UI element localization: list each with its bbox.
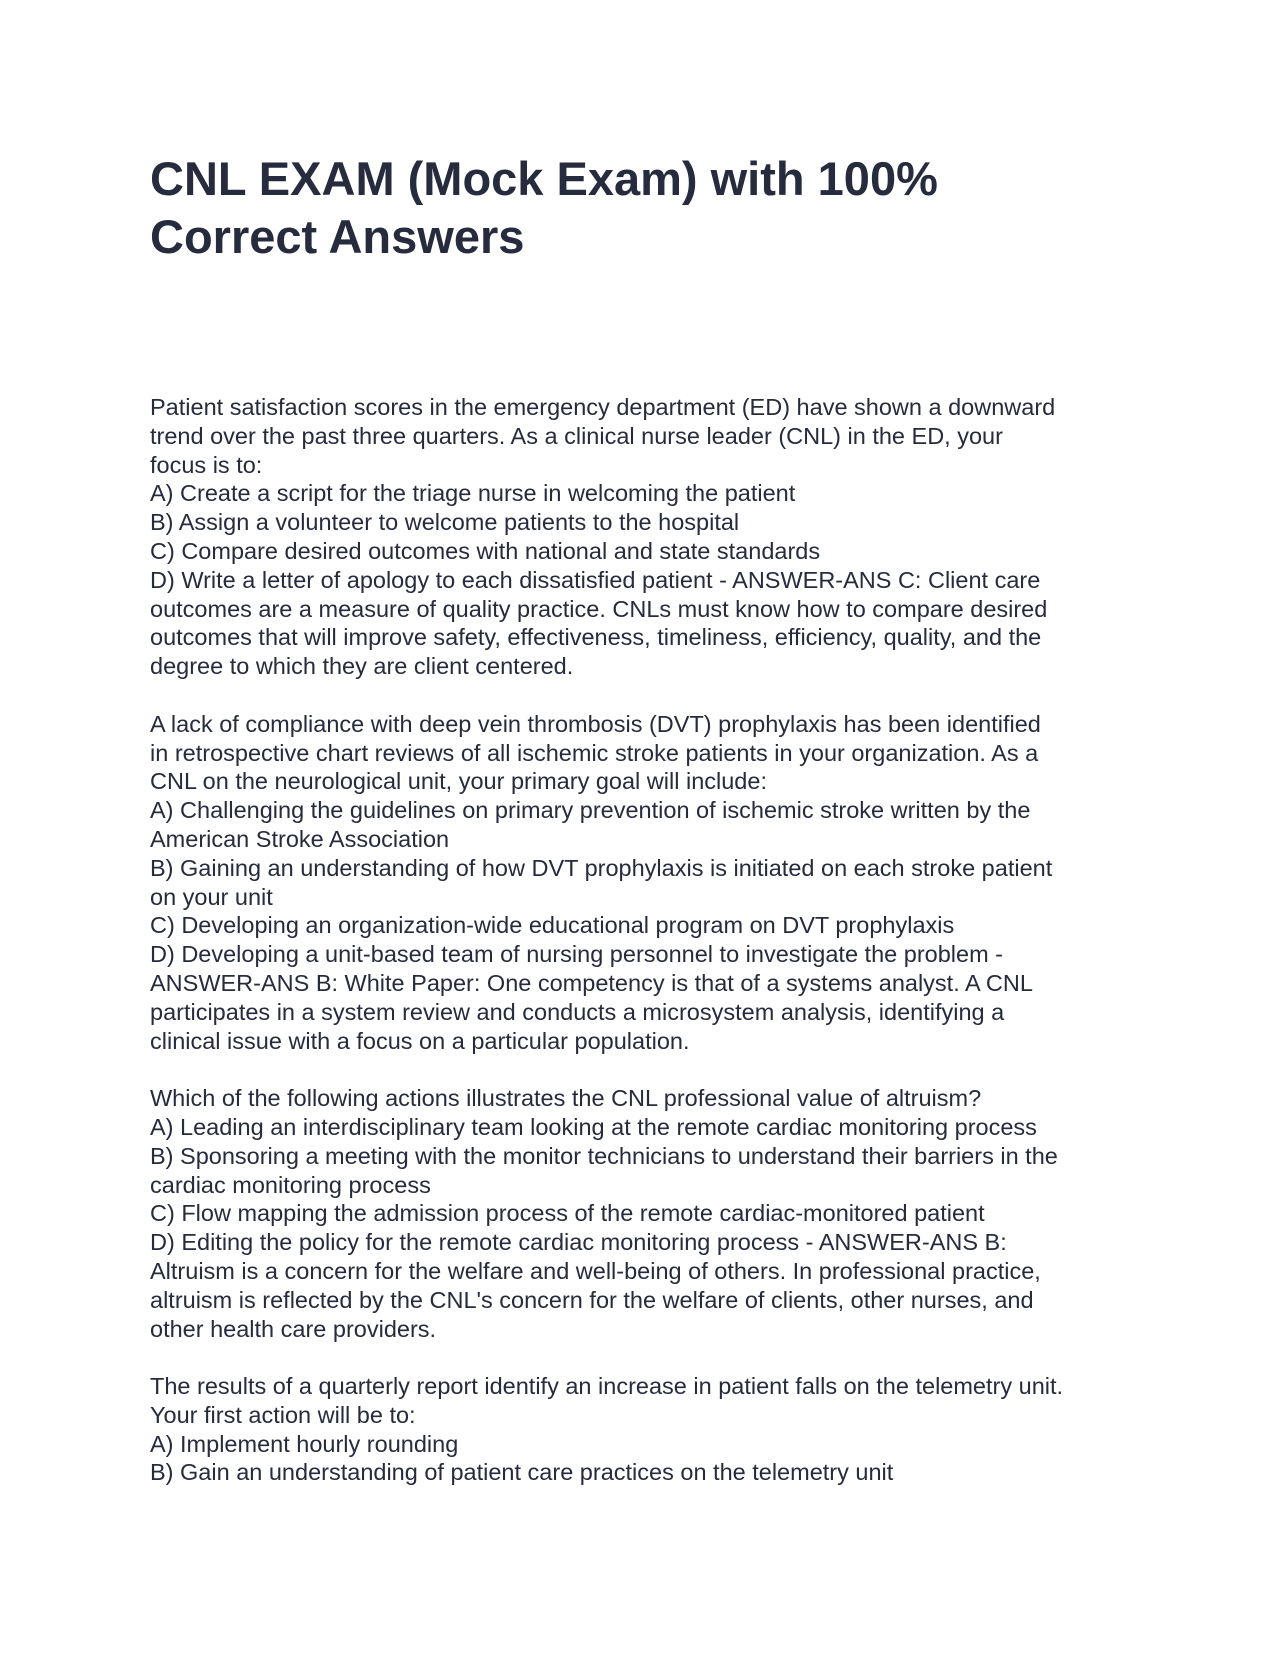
- document-title: [150, 150, 1150, 266]
- text-line: outcomes are a measure of quality practice. CNLs must know how to compare desired: [150, 595, 1048, 622]
- question-block-2: [150, 710, 1150, 1056]
- document-page: [150, 150, 1150, 1516]
- text-line: A) Leading an interdisciplinary team looking at the remote cardiac monitoring process: [150, 1113, 1037, 1140]
- text-line: A) Implement hourly rounding: [150, 1430, 459, 1457]
- text-line: altruism is reflected by the CNL's concern for the welfare of clients, other nurses, and: [150, 1286, 1034, 1313]
- text-line: Patient satisfaction scores in the emergency department (ED) have shown a downward: [150, 394, 1056, 420]
- text-line: CNL on the neurological unit, your primary goal will include:: [150, 768, 767, 795]
- text-line: ANSWER-ANS B: White Paper: One competency is that of a systems analyst. A CNL: [150, 969, 1033, 996]
- question-block-4: [150, 1372, 1150, 1487]
- text-line: C) Flow mapping the admission process of the remote cardiac-monitored patient: [150, 1200, 985, 1227]
- text-line: degree to which they are client centered.: [150, 653, 574, 680]
- text-line: B) Sponsoring a meeting with the monitor technicians to understand their barriers in the: [150, 1142, 1058, 1169]
- text-line: in retrospective chart reviews of all ischemic stroke patients in your organization. As a: [150, 739, 1039, 766]
- text-line: American Stroke Association: [150, 825, 450, 852]
- text-line: D) Developing a unit-based team of nursing personnel to investigate the problem -: [150, 941, 1004, 968]
- text-line: Which of the following actions illustrates the CNL professional value of altruism?: [150, 1085, 982, 1112]
- text-line: C) Compare desired outcomes with national and state standards: [150, 537, 821, 564]
- text-line: C) Developing an organization-wide educational program on DVT prophylaxis: [150, 912, 955, 939]
- document-content: [150, 393, 1150, 1487]
- text-line: B) Gaining an understanding of how DVT prophylaxis is initiated on each stroke patient: [150, 854, 1053, 881]
- text-line: The results of a quarterly report identify an increase in patient falls on the telemetry unit.: [150, 1373, 1064, 1400]
- question-block-1: [150, 393, 1150, 681]
- text-line: other health care providers.: [150, 1315, 437, 1342]
- text-line: outcomes that will improve safety, effectiveness, timeliness, efficiency, quality, and the: [150, 624, 1042, 651]
- text-line: Your first action will be to:: [150, 1401, 416, 1428]
- text-line: B) Assign a volunteer to welcome patients to the hospital: [150, 509, 740, 536]
- text-line: A lack of compliance with deep vein thrombosis (DVT) prophylaxis has been identified: [150, 710, 1041, 737]
- title-line: Correct Answers: [150, 210, 525, 263]
- text-line: trend over the past three quarters. As a clinical nurse leader (CNL) in the ED, your: [150, 422, 1003, 449]
- text-line: Altruism is a concern for the welfare and well-being of others. In professional practice,: [150, 1257, 1041, 1284]
- text-line: D) Editing the policy for the remote cardiac monitoring process - ANSWER-ANS B:: [150, 1229, 1007, 1256]
- question-block-3: [150, 1084, 1150, 1343]
- text-line: A) Create a script for the triage nurse in welcoming the patient: [150, 480, 796, 507]
- text-line: A) Challenging the guidelines on primary prevention of ischemic stroke written by the: [150, 797, 1031, 824]
- text-line: clinical issue with a focus on a particular population.: [150, 1027, 690, 1054]
- text-line: focus is to:: [150, 451, 263, 478]
- text-line: cardiac monitoring process: [150, 1171, 431, 1198]
- title-line: CNL EXAM (Mock Exam) with 100%: [150, 152, 938, 205]
- text-line: B) Gain an understanding of patient care practices on the telemetry unit: [150, 1459, 894, 1486]
- text-line: on your unit: [150, 883, 273, 910]
- text-line: participates in a system review and conducts a microsystem analysis, identifying a: [150, 998, 1005, 1025]
- text-line: D) Write a letter of apology to each dissatisfied patient - ANSWER-ANS C: Client care: [150, 566, 1041, 593]
